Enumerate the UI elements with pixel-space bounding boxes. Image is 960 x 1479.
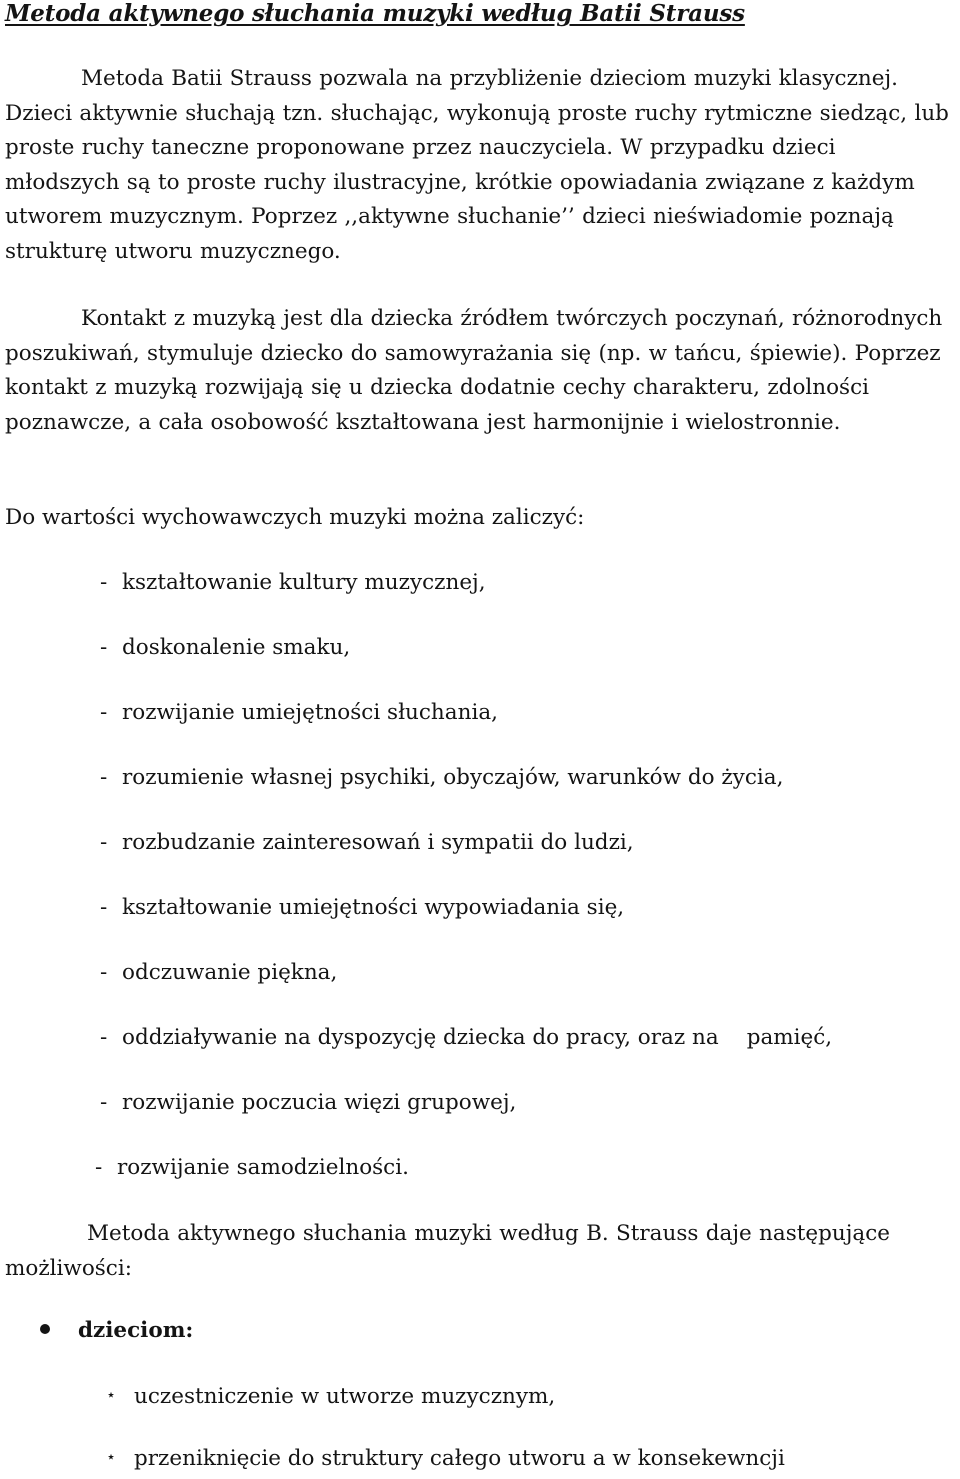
dash-marker: - (100, 895, 108, 920)
list-item-text: kształtowanie kultury muzycznej, (122, 570, 486, 595)
list-item-text: odczuwanie piękna, (122, 960, 338, 985)
list-item-text: rozbudzanie zainteresowań i sympatii do ludzi, (122, 830, 634, 855)
list-item-text: rozwijanie poczucia więzi grupowej, (122, 1090, 517, 1115)
paragraph-1 (5, 62, 955, 269)
paragraph-2-text: Kontakt z muzyką jest dla dziecka źródłem twórczych poczynań, różnorodnych poszukiwań, stymuluje dziecko do samowyrażania się (np. w tańcu, śpiewie). Poprzez kontakt z muzyką rozwijają się u dziecka dodatnie cechy charakteru, zdolności poznawcze, a cała osobowość kształtowana jest harmonijnie i wielostronnie. (5, 306, 943, 435)
list-item (100, 1090, 516, 1115)
dash-marker: - (100, 765, 108, 790)
list-item (100, 1025, 832, 1050)
paragraph-3 (5, 1217, 955, 1286)
paragraph-3-text: Metoda aktywnego słuchania muzyki według B. Strauss daje następujące możliwości: (5, 1221, 890, 1281)
dash-marker: - (100, 635, 108, 660)
list-item-text: rozwijanie samodzielności. (117, 1155, 409, 1180)
bullet-dot-icon (40, 1324, 50, 1334)
list-item (100, 830, 634, 855)
dash-marker: - (100, 1090, 108, 1115)
list-item (100, 700, 498, 725)
dash-marker: - (100, 960, 108, 985)
list-item (100, 635, 350, 660)
list-item-text: kształtowanie umiejętności wypowiadania się, (122, 895, 625, 920)
sub-list-item-text: uczestniczenie w utworze muzycznym, (134, 1384, 556, 1409)
star-icon: ⋆ (106, 1447, 117, 1466)
list-item (95, 1155, 409, 1180)
list-item-text: rozwijanie umiejętności słuchania, (122, 700, 498, 725)
sub-list-item (106, 1446, 785, 1471)
list-item-text: doskonalenie smaku, (122, 635, 351, 660)
dash-marker: - (100, 1025, 108, 1050)
document-title: Metoda aktywnego słuchania muzyki według Batii Strauss (5, 0, 745, 27)
list-item-text: oddziaływanie na dyspozycję dziecka do pracy, oraz na (122, 1025, 719, 1050)
bullet-item (40, 1318, 193, 1343)
star-icon: ⋆ (106, 1385, 117, 1404)
sub-list-item (106, 1384, 555, 1409)
sub-list-item-text: przeniknięcie do struktury całego utworu a w konsekewncji (134, 1446, 785, 1471)
bullet-heading: dzieciom: (78, 1318, 194, 1343)
list-item-text: rozumienie własnej psychiki, obyczajów, warunków do życia, (122, 765, 784, 790)
dash-marker: - (100, 570, 108, 595)
list-item (100, 895, 624, 920)
paragraph-1-text: Metoda Batii Strauss pozwala na przybliżenie dzieciom muzyki klasycznej. Dzieci aktywnie słuchają tzn. słuchając, wykonują proste ruchy rytmiczne siedząc, lub proste ruchy taneczne proponowane przez nauczyciela. W przypadku dzieci młodszych są to proste ruchy ilustracyjne, krótkie opowiadania związane z każdym utworem muzycznym. Poprzez ,,aktywne słuchanie’’ dzieci nieświadomie poznają strukturę utworu muzycznego. (5, 66, 949, 264)
dash-marker: - (100, 830, 108, 855)
values-intro: Do wartości wychowawczych muzyki można zaliczyć: (5, 505, 585, 530)
list-item (100, 570, 486, 595)
dash-marker: - (95, 1155, 103, 1180)
list-item-text-tail: pamięć, (746, 1025, 833, 1050)
list-item (100, 960, 337, 985)
dash-marker: - (100, 700, 108, 725)
list-item (100, 765, 783, 790)
paragraph-2 (5, 302, 955, 440)
